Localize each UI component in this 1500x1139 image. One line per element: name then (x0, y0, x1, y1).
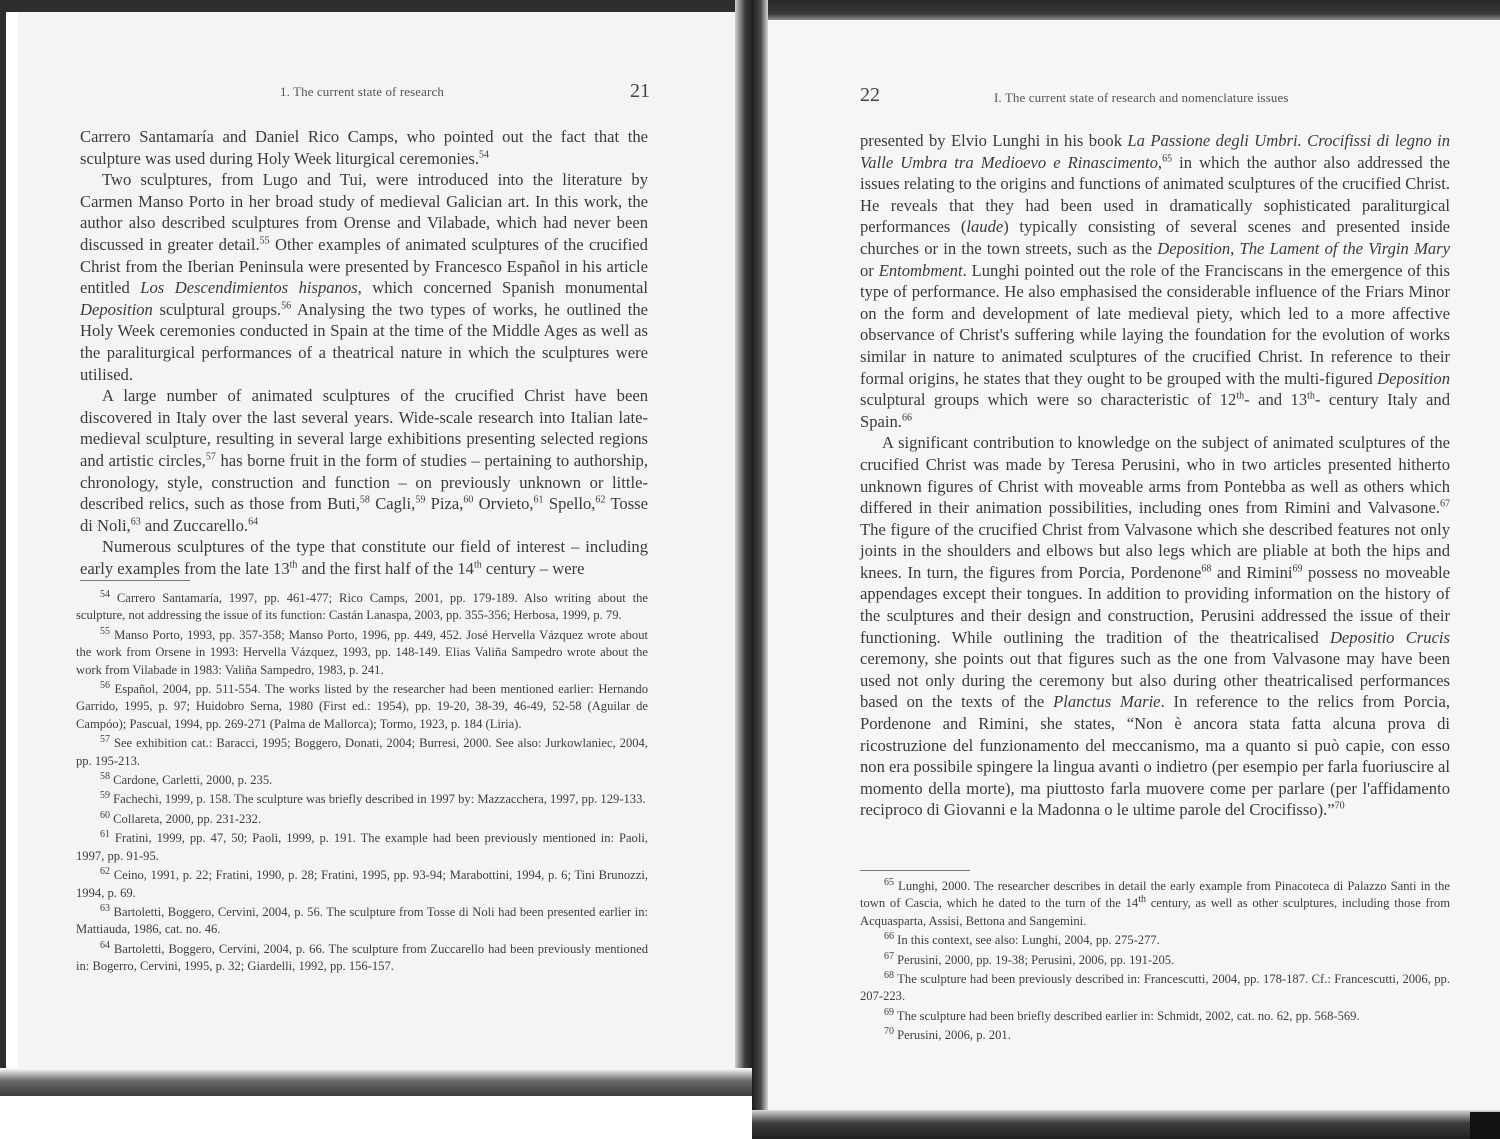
footnote (860, 1008, 1450, 1025)
footnote (76, 904, 648, 939)
text-run: - century Italy and Spain. (860, 390, 1450, 431)
note-reference: 57 (205, 451, 216, 463)
left-running-head: 1. The current state of research (280, 84, 444, 99)
text-run: Lunghi, 2000. The researcher describes in detail the early example from Pinacoteca di Palazzo Santi in the town of Cascia, which he dated to the turn of the 14 (860, 879, 1450, 911)
note-reference: 67 (1440, 498, 1450, 510)
footnote (76, 772, 648, 789)
footnote (860, 878, 1450, 930)
note-reference: 61 (533, 494, 544, 506)
note-reference: 55 (259, 235, 270, 247)
text-run: - and 13 (1244, 390, 1308, 410)
right-running-head: I. The current state of research and nomenclature issues (994, 90, 1289, 105)
text-run: sculptural groups. (152, 299, 282, 319)
left-body-text (80, 126, 648, 579)
text-run: Cagli, (369, 494, 416, 514)
note-reference: 60 (100, 809, 110, 821)
note-reference: 56 (100, 679, 110, 691)
text-run: or (860, 260, 879, 280)
note-reference: 57 (100, 734, 110, 746)
note-reference: 68 (1201, 563, 1212, 575)
footnote (860, 971, 1450, 1006)
book-gutter-shadow-left (735, 0, 752, 1095)
paragraph (80, 169, 648, 385)
text-run: Spello, (543, 494, 596, 514)
note-reference: 64 (248, 516, 259, 528)
italic-title: Depositio Crucis (1329, 627, 1450, 647)
text-run: Numerous sculptures of the type that constitute our field of interest – including early examples from the late 13 (80, 537, 648, 578)
right-page (768, 20, 1500, 1110)
note-reference: 60 (463, 494, 474, 506)
italic-title: Deposition (1377, 368, 1450, 388)
footnote (860, 932, 1450, 949)
note-reference: 66 (901, 412, 912, 424)
scan-corner (1470, 1112, 1500, 1139)
paragraph (860, 432, 1450, 821)
note-reference: 68 (884, 969, 894, 981)
text-run: A significant contribution to knowledge on the subject of animated sculptures of the crucified Christ was made by Teresa Perusini, who in two articles presented hitherto unknown figures of Christ with moveable arms from Pontebba as well as others which differed in their animation possibilities, including ones from Rimini and Valvasone. (860, 433, 1450, 518)
footnote (76, 811, 648, 828)
book-gutter-shadow-right (752, 0, 768, 1139)
text-run: and Zuccarello. (140, 515, 249, 535)
text-run: In this context, see also: Lunghi, 2004, pp. 275-277. (894, 933, 1160, 948)
footnote (76, 791, 648, 808)
italic-title: Deposition (80, 299, 153, 319)
footnote (76, 867, 648, 902)
note-reference: 70 (1334, 800, 1345, 812)
note-reference: th (473, 559, 482, 571)
text-run: Manso Porto, 1993, pp. 357-358; Manso Porto, 1996, pp. 449, 452. José Hervella Vázquez wrote about the work from Orsene in 1993: Hervella Vázquez, 1993, pp. 148-149. Elias Valiña Sampedro wrote about the work from Vilabade in 1983: Valiña Sampedro, 1983, p. 241. (76, 627, 648, 677)
footnote (76, 681, 648, 733)
text-run: Ceino, 1991, p. 22; Fratini, 1990, p. 28; Fratini, 1995, pp. 93-94; Marabottini, 1994, p. 6; Tini Brunozzi, 1994, p. 69. (76, 868, 648, 900)
left-footnotes (76, 590, 648, 978)
text-run: Other examples of animated sculptures of the crucified Christ from the Iberian Peninsula were presented by Francesco Español in his article entitled (80, 234, 648, 298)
note-reference: 58 (100, 770, 110, 782)
note-reference: th (1236, 390, 1245, 402)
text-run: Fachechi, 1999, p. 158. The sculpture was briefly described in 1997 by: Mazzacchera, 1997, pp. 129-133. (110, 792, 646, 807)
italic-title: Los Descendimientos hispanos (140, 278, 358, 298)
text-run: century, as well as other sculptures, including those from Acquasparta, Assisi, Bettona and Sangemini. (860, 896, 1450, 928)
text-run: See exhibition cat.: Baracci, 1995; Boggero, Donati, 2004; Burresi, 2000. See also: Jurkowlaniec, 2004, pp. 195-213. (76, 736, 648, 768)
footnote (76, 830, 648, 865)
text-run: Piza, (425, 494, 464, 514)
right-body-text (860, 130, 1450, 821)
note-reference: 54 (478, 149, 489, 161)
text-run: A large number of animated sculptures of the crucified Christ have been discovered in Italy over the last several years. Wide-scale research into Italian late-medieval sculpture, resulting in several large exhibitions presenting selected regions and artistic circles, (80, 386, 648, 470)
text-run: and Rimini (1211, 562, 1293, 582)
footnote (76, 735, 648, 770)
text-run: . In reference to the relics from Porcia, Pordenone and Rimini, she states, “Non è ancora stata fatta alcuna prova di ricostruzione del funzionamento del meccanismo, ma a quanto si può capie, con esso non era possibile spingere la lingua avanti o indietro (per esempio per farla fuoriuscire al momento della morte), ma piuttosto farla muovere come per parlare (per l'affidamento reciproco di Giovanni e la Madonna o le ultime parole del Crocifisso).” (860, 692, 1450, 820)
scan-edge-top-left (0, 0, 752, 12)
footnote (76, 590, 648, 625)
scan-edge-left (0, 0, 6, 1095)
text-run: ceremony, she points out that figures such as the one from Valvasone may have been used not only during the ceremony but also during other theatricalised performances based on the texts of the (860, 649, 1450, 712)
text-run: century – were (481, 558, 585, 578)
note-reference: 59 (100, 790, 110, 802)
text-run: The sculpture had been briefly described earlier in: Schmidt, 2002, cat. no. 62, pp. 568-569. (894, 1008, 1360, 1023)
paragraph (80, 126, 648, 169)
text-run: Orvieto, (473, 494, 534, 514)
italic-title: Entombment (878, 260, 963, 280)
note-reference: th (289, 559, 298, 571)
text-run: Collareta, 2000, pp. 231-232. (110, 811, 262, 826)
italic-title: laude (966, 217, 1004, 237)
text-run: Bartoletti, Boggero, Cervini, 2004, p. 56. The sculpture from Tosse di Noli had been presented earlier in: Mattiauda, 1986, cat. no. 46. (76, 904, 648, 937)
text-run: Two sculptures, from Lugo and Tui, were introduced into the literature by Carmen Manso Porto in her broad study of medieval Galician art. In this work, the author also described sculptures from Orense and Vilabade, which had never been discussed in greater detail. (80, 170, 648, 254)
right-footnote-separator (860, 870, 970, 871)
footnote (76, 941, 648, 976)
note-reference: 63 (130, 516, 141, 528)
left-page-number: 21 (630, 80, 650, 102)
text-run: Perusini, 2006, p. 201. (894, 1028, 1011, 1043)
note-reference: 62 (595, 494, 606, 506)
note-reference: 65 (884, 876, 894, 888)
note-reference: 64 (100, 939, 110, 951)
right-page-number: 22 (860, 84, 880, 106)
text-run: Carrero Santamaría, 1997, pp. 461-477; Rico Camps, 2001, pp. 179-189. Also writing about the sculpture, not addressing the issue of its function: Castán Lanaspa, 2003, pp. 355-356; Herbosa, 1999, p. 79. (76, 591, 648, 623)
note-reference: 69 (1292, 563, 1303, 575)
note-reference: 59 (415, 494, 426, 506)
text-run: Fratini, 1999, pp. 47, 50; Paoli, 1999, p. 191. The example had been previously mentioned in: Paoli, 1997, pp. 91-95. (76, 831, 648, 863)
note-reference: 63 (100, 902, 110, 914)
footnote (860, 952, 1450, 969)
text-run: Analysing the two types of works, he outlined the Holy Week ceremonies conducted in Spain at the time of the Middle Ages as well as the paraliturgical performances of a theatrical nature in which the sculptures were utilised. (80, 299, 648, 384)
paragraph (80, 536, 648, 579)
right-footnotes (860, 878, 1450, 1047)
note-reference: 65 (1162, 153, 1173, 165)
text-run: presented by Elvio Lunghi in his book (860, 131, 1128, 150)
italic-title: Deposition, The Lament of the Virgin Mary (1157, 238, 1451, 258)
text-run: Perusini, 2000, pp. 19-38; Perusini, 2006, pp. 191-205. (894, 952, 1175, 967)
italic-title: Planctus Marie (1053, 692, 1161, 712)
note-reference: th (1307, 390, 1315, 402)
scan-edge-top-right (752, 0, 1500, 20)
note-reference: th (1138, 894, 1146, 906)
paragraph (860, 130, 1450, 432)
note-reference: 54 (100, 588, 110, 600)
text-run: The sculpture had been previously described in: Francescutti, 2004, pp. 178-187. Cf.: Francescutti, 2006, pp. 207-223. (860, 972, 1450, 1004)
text-run: Cardone, Carletti, 2000, p. 235. (110, 773, 273, 788)
footnote (76, 627, 648, 679)
scan-edge-bottom-left (0, 1068, 752, 1096)
text-run: . Lunghi pointed out the role of the Franciscans in the emergence of this type of performance. He also emphasised the considerable influence of the Friars Minor on the form and development of late medieval piety, which led to a more affective observance of Christ's suffering while laying the foundation for the evolution of works similar in nature to animated sculptures of the crucified Christ. In reference to their formal origins, he states that they ought to be grouped with the multi-figured (860, 260, 1450, 388)
footnote (860, 1027, 1450, 1044)
text-run: has borne fruit in the form of studies – pertaining to authorship, chronology, style, construction and function – on previously unknown or little-described relics, such as those from Buti, (80, 450, 648, 514)
scan-edge-bottom-right (752, 1110, 1500, 1139)
note-reference: 69 (884, 1006, 894, 1018)
text-run: The figure of the crucified Christ from Valvasone which she described features not only joints in the shoulders and elbows but also legs which are pliable at both the hips and knees. In turn, the figures from Porcia, Pordenone (860, 519, 1450, 582)
note-reference: 67 (884, 950, 894, 962)
text-run: Tosse di Noli, (80, 494, 649, 535)
text-run: sculptural groups which were so characteristic of 12 (860, 390, 1237, 410)
note-reference: 61 (100, 829, 110, 841)
text-run: in which the author also addressed the issues relating to the origins and functions of animated sculptures of the crucified Christ. He reveals that they had been used in dramatically sophisticated paraliturgical performances ( (860, 152, 1451, 237)
text-run: ) typically consisting of several scenes and presented inside churches or in the town streets, such as the (860, 217, 1450, 258)
note-reference: 55 (100, 625, 110, 637)
text-run: Español, 2004, pp. 511-554. The works listed by the researcher had been mentioned earlier: Hernando Garrido, 1995, p. 97; Huidobro Serna, 1980 (First ed.: 1954), pp. 19-20, 38-39, 46-49, 52-58 (Aguilar de Campóo); Pascual, 1994, pp. 269-271 (Palma de Mallorca); Tormo, 1923, p. 184 (Liria). (76, 682, 648, 731)
note-reference: 62 (100, 865, 110, 877)
text-run: possess no moveable appendages except their tongues. In addition to providing information on the history of the sculptures and their design and construction, Perusini addressed the issue of their functioning. While outlining the tradition of the theatricalised (860, 562, 1450, 647)
left-footnote-separator (80, 580, 190, 581)
left-page (18, 12, 735, 1068)
text-run: , which concerned Spanish monumental (357, 278, 648, 298)
note-reference: 66 (884, 931, 894, 943)
note-reference: 58 (359, 494, 370, 506)
italic-title: La Passione degli Umbri. Crocifissi di legno in Valle Umbra tra Medioevo e Rinascimento, (860, 131, 1450, 172)
note-reference: 70 (884, 1026, 894, 1038)
scan-background (0, 1096, 752, 1139)
note-reference: 56 (281, 300, 292, 312)
paragraph (80, 385, 648, 536)
text-run: Bartoletti, Boggero, Cervini, 2004, p. 66. The sculpture from Zuccarello had been previously mentioned in: Bogerro, Cervini, 1995, p. 32; Giardelli, 1992, pp. 156-157. (76, 941, 648, 974)
text-run: Carrero Santamaría and Daniel Rico Camps, who pointed out the fact that the sculpture was used during Holy Week liturgical ceremonies. (80, 127, 648, 168)
text-run: and the first half of the 14 (297, 558, 474, 578)
